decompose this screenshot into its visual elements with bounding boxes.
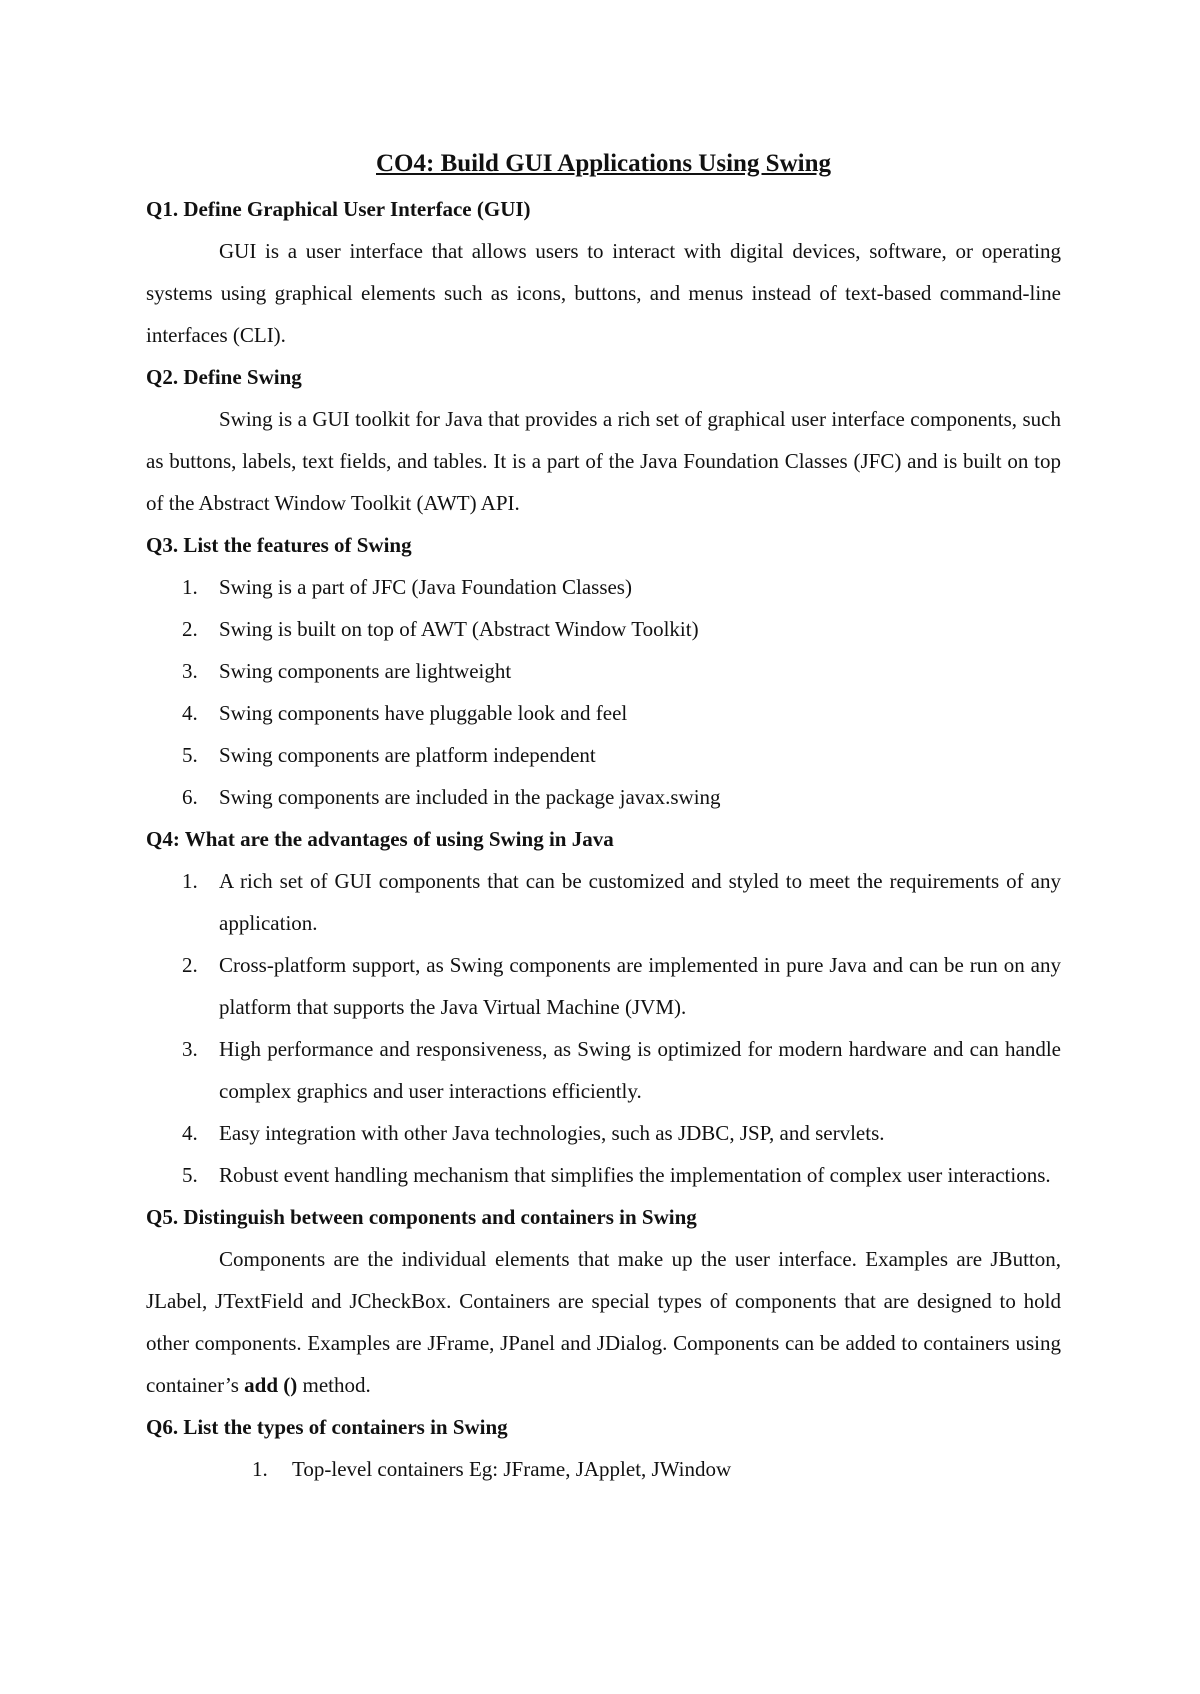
list-number: 3. <box>182 659 198 683</box>
list-item <box>146 1028 1061 1112</box>
list-item-text: High performance and responsiveness, as Swing is optimized for modern hardware and can handle complex graphics and user interactions efficiently. <box>219 1037 1061 1103</box>
list-item <box>146 566 1061 608</box>
list-number: 5. <box>182 1163 198 1187</box>
q5-answer <box>146 1238 1061 1406</box>
list-item <box>146 944 1061 1028</box>
q6-container-list <box>146 1448 1061 1490</box>
list-number: 2. <box>182 617 198 641</box>
q5-answer-text: Components are the individual elements that make up the user interface. Examples are JButton, JLabel, JTextField and JCheckBox. Containers are special types of components that are designed to hold other components. Examples are JFrame, JPanel and JDialog. Components can be added to containers using container’s <box>146 1247 1061 1397</box>
list-number: 1. <box>182 575 198 599</box>
q2-answer: Swing is a GUI toolkit for Java that provides a rich set of graphical user interface components, such as buttons, labels, text fields, and tables. It is a part of the Java Foundation Classes (JFC) and is built on top of the Abstract Window Toolkit (AWT) API. <box>146 407 1061 515</box>
q3-feature-list <box>146 566 1061 818</box>
list-item <box>146 692 1061 734</box>
q5-answer-tail: method. <box>297 1373 371 1397</box>
document-title: CO4: Build GUI Applications Using Swing <box>376 150 831 177</box>
list-number: 4. <box>182 701 198 725</box>
q2-heading: Q2. Define Swing <box>146 365 302 389</box>
list-item <box>146 650 1061 692</box>
q3-heading: Q3. List the features of Swing <box>146 533 412 557</box>
list-item-text: Robust event handling mechanism that simplifies the implementation of complex user interactions. <box>219 1163 1051 1187</box>
list-item-text: Swing is built on top of AWT (Abstract Window Toolkit) <box>219 617 699 641</box>
list-item <box>146 608 1061 650</box>
list-item-text: Swing components have pluggable look and feel <box>219 701 628 725</box>
list-item-text: Cross-platform support, as Swing components are implemented in pure Java and can be run on any platform that supports the Java Virtual Machine (JVM). <box>219 953 1061 1019</box>
list-item-text: A rich set of GUI components that can be customized and styled to meet the requirements of any application. <box>219 869 1061 935</box>
q4-heading: Q4: What are the advantages of using Swing in Java <box>146 827 614 851</box>
list-item <box>146 776 1061 818</box>
list-number: 3. <box>182 1037 198 1061</box>
q6-heading: Q6. List the types of containers in Swing <box>146 1415 508 1439</box>
list-number: 6. <box>182 785 198 809</box>
document-page <box>146 140 1061 1490</box>
list-number: 1. <box>252 1457 268 1481</box>
list-number: 4. <box>182 1121 198 1145</box>
q1-answer: GUI is a user interface that allows users to interact with digital devices, software, or operating systems using graphical elements such as icons, buttons, and menus instead of text-based command-line interfaces (CLI). <box>146 239 1061 347</box>
list-number: 5. <box>182 743 198 767</box>
list-item-text: Swing is a part of JFC (Java Foundation Classes) <box>219 575 632 599</box>
list-item-text: Easy integration with other Java technologies, such as JDBC, JSP, and servlets. <box>219 1121 885 1145</box>
list-item <box>146 1112 1061 1154</box>
list-item-text: Top-level containers Eg: JFrame, JApplet, JWindow <box>292 1457 732 1481</box>
list-item <box>146 1448 1061 1490</box>
list-number: 2. <box>182 953 198 977</box>
add-method-name: add () <box>244 1373 298 1397</box>
q1-heading: Q1. Define Graphical User Interface (GUI) <box>146 197 531 221</box>
list-number: 1. <box>182 869 198 893</box>
list-item <box>146 1154 1061 1196</box>
list-item <box>146 860 1061 944</box>
list-item-text: Swing components are included in the package javax.swing <box>219 785 721 809</box>
list-item <box>146 734 1061 776</box>
list-item-text: Swing components are platform independent <box>219 743 596 767</box>
q4-advantage-list <box>146 860 1061 1196</box>
q5-heading: Q5. Distinguish between components and containers in Swing <box>146 1205 697 1229</box>
list-item-text: Swing components are lightweight <box>219 659 512 683</box>
